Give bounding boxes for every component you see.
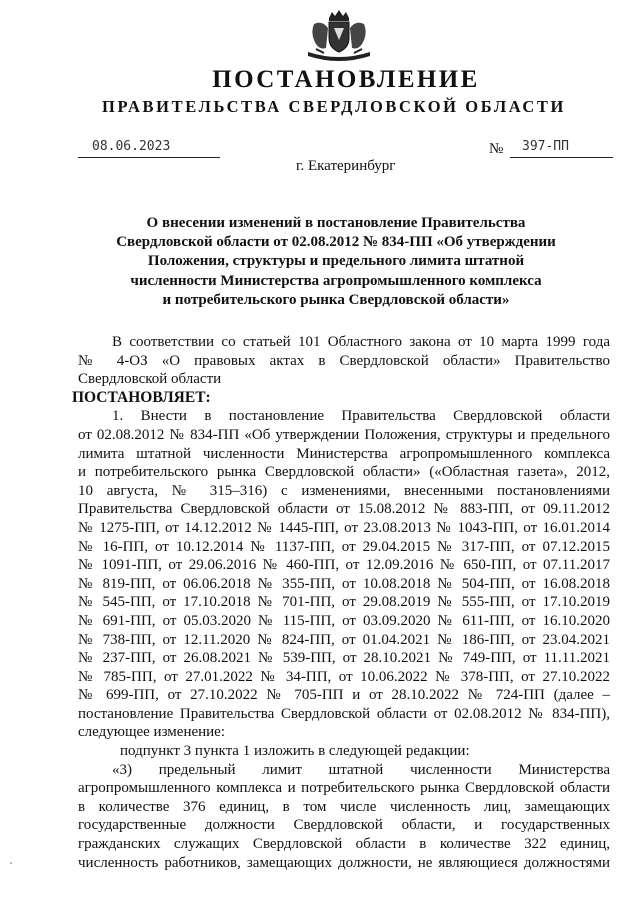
subitem-line: в количестве 376 единиц, в том числе численность лиц, замещающих bbox=[78, 798, 610, 815]
item1-line: лимита штатной численности Министерства агропромышленного комплекса bbox=[78, 445, 610, 462]
item1-line: № 1275-ПП, от 14.12.2012 № 1445-ПП, от 23.08.2013 № 1043-ПП, от 16.01.2014 bbox=[78, 519, 610, 536]
item1-line: следующее изменение: bbox=[78, 724, 226, 741]
subitem-line: государственные должности Свердловской области, и государственных bbox=[78, 817, 610, 834]
scan-artifact bbox=[10, 862, 12, 864]
preamble-line: В соответствии со статьей 101 Областного закона от 10 марта 1999 года bbox=[112, 334, 610, 350]
heading-line: и потребительского рынка Свердловской области» bbox=[162, 291, 510, 308]
coat-of-arms-icon bbox=[296, 8, 382, 64]
resolves-heading: ПОСТАНОВЛЯЕТ: bbox=[72, 388, 211, 406]
item1-line: № 785-ПП, от 27.01.2022 № 34-ПП, от 10.06.2022 № 378-ПП, от 27.10.2022 bbox=[78, 668, 610, 685]
number-label: № bbox=[489, 141, 504, 157]
city-label: г. Екатеринбург bbox=[296, 158, 396, 174]
number-field bbox=[510, 139, 613, 158]
item1-line: № 699-ПП, от 27.10.2022 № 705-ПП и от 28.10.2022 № 724-ПП (далее – bbox=[78, 687, 610, 704]
item1-line: № 1091-ПП, от 29.06.2016 № 460-ПП, от 12.09.2016 № 650-ПП, от 07.11.2017 bbox=[78, 557, 610, 574]
item1-line: № 237-ПП, от 26.08.2021 № 539-ПП, от 28.10.2021 № 749-ПП, от 11.11.2021 bbox=[78, 650, 610, 667]
item1-line: от 02.08.2012 № 834-ПП «Об утверждении Положения, структуры и предельного bbox=[78, 426, 610, 443]
item1-line: и потребительского рынка Свердловской области» («Областная газета», 2012, bbox=[78, 464, 610, 481]
item1-line: № 545-ПП, от 17.10.2018 № 701-ПП, от 29.08.2019 № 555-ПП, от 17.10.2019 bbox=[78, 594, 610, 611]
document-body bbox=[72, 333, 610, 872]
preamble-line: № 4-ОЗ «О правовых актах в Свердловской области» Правительство bbox=[78, 352, 610, 369]
issuer-subtitle: ПРАВИТЕЛЬСТВА СВЕРДЛОВСКОЙ ОБЛАСТИ bbox=[102, 97, 566, 116]
item1-line: № 738-ПП, от 12.11.2020 № 824-ПП, от 01.04.2021 № 186-ПП, от 23.04.2021 bbox=[78, 631, 610, 648]
number-value: 397-ПП bbox=[522, 139, 569, 154]
item1-line: № 691-ПП, от 05.03.2020 № 115-ПП, от 03.09.2020 № 611-ПП, от 16.10.2020 bbox=[78, 612, 610, 629]
heading-line: численности Министерства агропромышленного комплекса bbox=[130, 272, 542, 289]
subitem-line: «3) предельный лимит штатной численности Министерства bbox=[112, 761, 610, 778]
item1-line: № 819-ПП, от 06.06.2018 № 355-ПП, от 10.08.2018 № 504-ПП, от 16.08.2018 bbox=[78, 575, 610, 592]
item1-line: Правительства Свердловской области от 15.08.2012 № 883-ПП, от 09.11.2012 bbox=[78, 501, 610, 518]
date-value: 08.06.2023 bbox=[92, 139, 171, 154]
subitem-line: численность работников, замещающих должности, не являющиеся должностями bbox=[78, 854, 610, 871]
item1-line: № 16-ПП, от 10.12.2014 № 1137-ПП, от 29.04.2015 № 317-ПП, от 07.12.2015 bbox=[78, 538, 610, 555]
item1-line: 10 августа, № 315–316) с изменениями, внесенными постановлениями bbox=[78, 482, 610, 499]
heading-line: Положения, структуры и предельного лимита штатной bbox=[147, 253, 525, 270]
document-type-title: ПОСТАНОВЛЕНИЕ bbox=[212, 66, 480, 93]
document-heading bbox=[60, 214, 612, 310]
date-field bbox=[78, 139, 220, 158]
heading-line: О внесении изменений в постановление Правительства bbox=[146, 215, 526, 231]
subitem-line: гражданских служащих Свердловской области в количестве 322 единиц, bbox=[78, 836, 610, 853]
subitem-line: агропромышленного комплекса и потребительского рынка Свердловской области bbox=[78, 780, 610, 797]
item1-line: 1. Внести в постановление Правительства Свердловской области bbox=[112, 408, 610, 425]
item1-line: постановление Правительства Свердловской области от 02.08.2012 № 834-ПП), bbox=[78, 705, 610, 722]
preamble-line: Свердловской области bbox=[78, 371, 222, 388]
heading-line: Свердловской области от 02.08.2012 № 834-ПП «Об утверждении bbox=[116, 234, 556, 251]
subitem-intro: подпункт 3 пункта 1 изложить в следующей редакции: bbox=[120, 743, 470, 760]
